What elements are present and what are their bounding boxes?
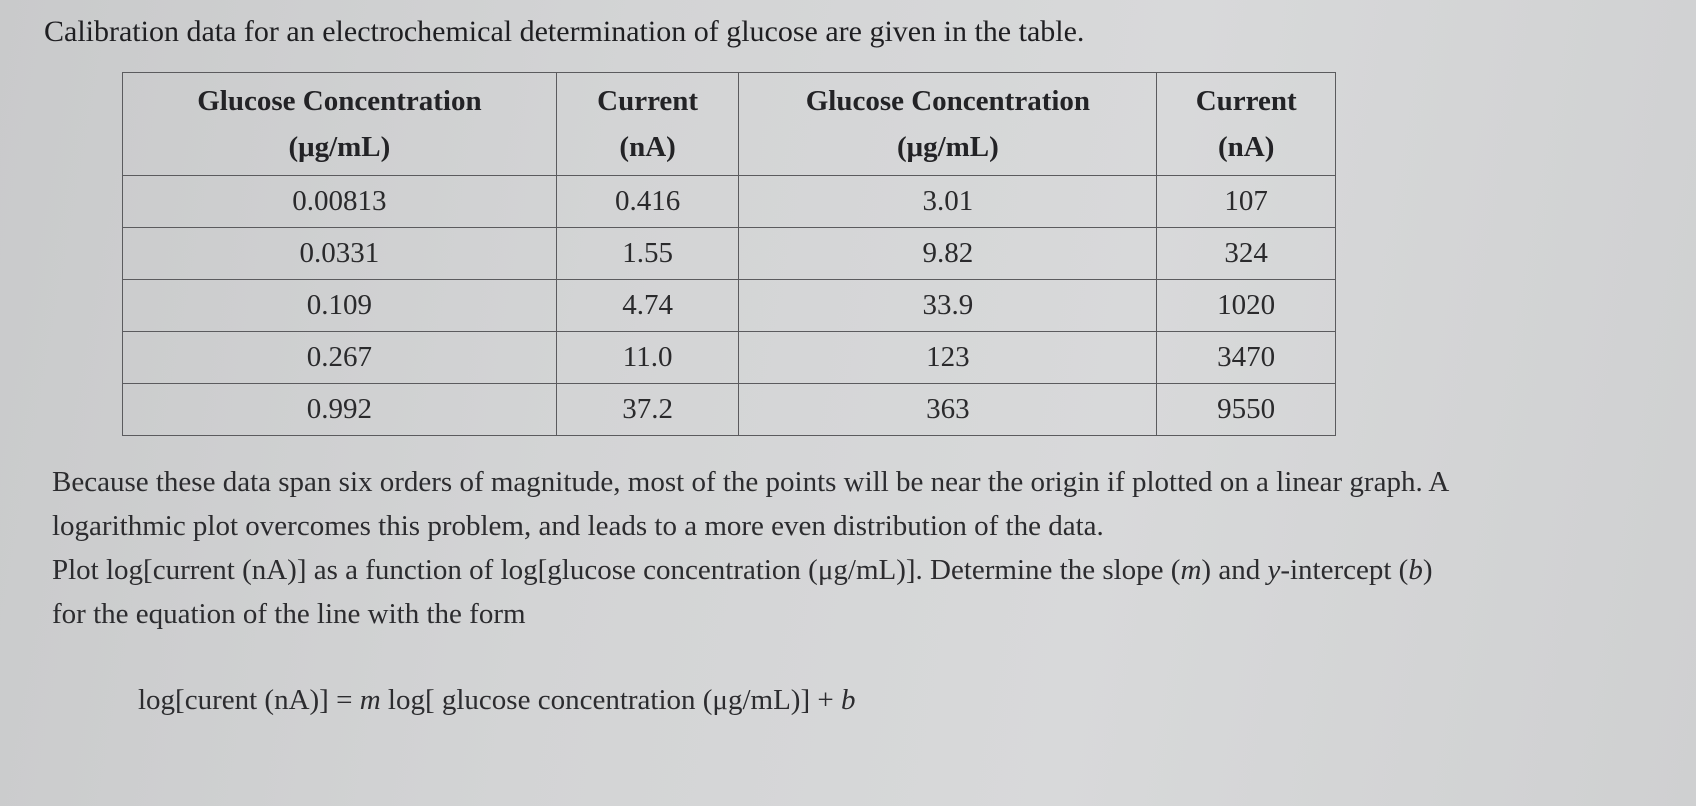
slope-symbol: m	[1180, 554, 1202, 586]
instruction-text: )	[1422, 554, 1433, 586]
intro-text: Calibration data for an electrochemical determination of glucose are given in the table.	[44, 15, 1085, 48]
table-cell: 0.416	[556, 176, 739, 228]
table-row	[123, 280, 1336, 332]
paragraph-line: logarithmic plot overcomes this problem, and leads to a more even distribution of the data.	[52, 510, 1104, 542]
header-unit: (μg/mL)	[896, 131, 999, 163]
table-cell: 0.0331	[123, 228, 557, 280]
table-cell: 123	[739, 332, 1157, 384]
paragraph-line: for the equation of the line with the form	[52, 598, 526, 630]
table-header-row	[123, 73, 1336, 176]
table-cell: 363	[739, 384, 1157, 436]
problem-body	[52, 460, 1672, 636]
table-cell: 33.9	[739, 280, 1157, 332]
header-unit: (μg/mL)	[288, 131, 391, 163]
table-row	[123, 228, 1336, 280]
table-row	[123, 332, 1336, 384]
header-glucose-concentration-2	[739, 73, 1157, 176]
instruction-text: Plot log[current (nA)] as a function of log[glucose concentration (μg/mL)]. Determine the slope (	[52, 554, 1181, 586]
equation-lhs: log[curent (nA)] =	[138, 684, 360, 716]
header-label: Glucose Concentration	[197, 85, 482, 117]
table-cell: 9550	[1157, 384, 1336, 436]
instruction-text: ) and	[1201, 554, 1268, 586]
table-cell: 1.55	[556, 228, 739, 280]
header-unit: (nA)	[619, 131, 676, 163]
table-cell: 1020	[1157, 280, 1336, 332]
table-cell: 107	[1157, 176, 1336, 228]
table-row	[123, 176, 1336, 228]
header-label: Current	[597, 85, 699, 117]
calibration-table	[122, 72, 1336, 436]
y-symbol: y	[1267, 554, 1281, 586]
table-cell: 0.00813	[123, 176, 557, 228]
equation-middle: log[ glucose concentration (μg/mL)] +	[380, 684, 841, 716]
header-label: Current	[1195, 85, 1297, 117]
equation-slope-symbol: m	[359, 684, 381, 716]
table-cell: 4.74	[556, 280, 739, 332]
table-cell: 0.109	[123, 280, 557, 332]
table-cell: 0.267	[123, 332, 557, 384]
equation-intercept-symbol: b	[840, 684, 856, 716]
table-row	[123, 384, 1336, 436]
table-cell: 3.01	[739, 176, 1157, 228]
table-cell: 0.992	[123, 384, 557, 436]
header-current-2	[1157, 73, 1336, 176]
table-cell: 11.0	[556, 332, 739, 384]
instruction-line	[52, 548, 1672, 592]
header-label: Glucose Concentration	[805, 85, 1091, 117]
line-equation	[138, 680, 855, 720]
table-cell: 3470	[1157, 332, 1336, 384]
paragraph-line: Because these data span six orders of magnitude, most of the points will be near the origin if plotted on a linear graph. A	[52, 466, 1450, 498]
header-glucose-concentration-1	[123, 73, 557, 176]
instruction-text: -intercept (	[1280, 554, 1409, 586]
table-cell: 9.82	[739, 228, 1157, 280]
table-cell: 37.2	[556, 384, 739, 436]
header-current-1	[556, 73, 739, 176]
header-unit: (nA)	[1217, 131, 1275, 163]
table-cell: 324	[1157, 228, 1336, 280]
intercept-symbol: b	[1408, 554, 1423, 586]
